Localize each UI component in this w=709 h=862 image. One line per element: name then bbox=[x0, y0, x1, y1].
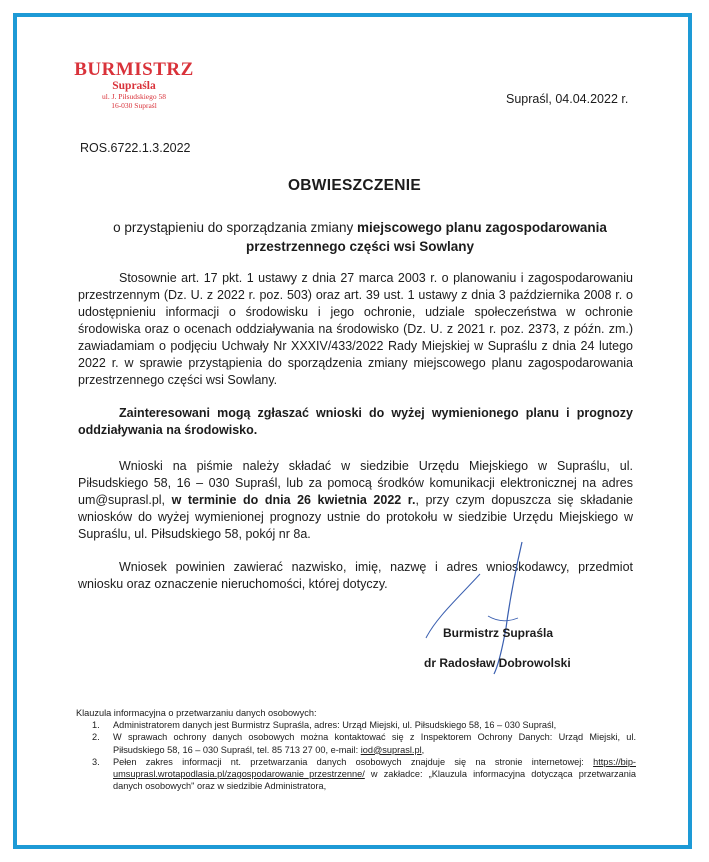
paragraph-legal-basis: Stosownie art. 17 pkt. 1 ustawy z dnia 27 marca 2003 r. o planowaniu i zagospodarowaniu przestrzennym (Dz. U. z 2022 r. poz. 503) oraz art. 39 ust. 1 ustawy z dnia 3 października 2008 r. o udostępnieniu informacji o środowisku i jego ochronie, udziale społeczeństwa w ochronie środowiska oraz o ocenach oddziaływania na środowisko (Dz. U. z 2021 r. poz. 2373, z późn. zm.) zawiadamiam o podjęciu Uchwały Nr XXXIV/433/2022 Rady Miejskiej w Supraślu z dnia 24 lutego 2022 r. w sprawie przystąpienia do sporządzenia zmiany miejscowego planu zagospodarowania przestrzennego części wsi Sowlany. bbox=[78, 271, 633, 387]
bip-url-link[interactable]: https://bip-umsuprasl.wrotapodlasia.pl/zagospodarowanie_przestrzenne/ bbox=[113, 756, 636, 780]
submission-text-a: Wnioski na piśmie należy składać w siedzibie Urzędu Miejskiego w Supraślu, ul. Piłsudskiego 58, 16 – 030 Supraśl, lub za pomocą środków komunikacji elektronicznej na adres um@suprasl.pl, bbox=[78, 459, 633, 507]
stamp-address-line1: ul. J. Piłsudskiego 58 bbox=[102, 92, 166, 101]
privacy-clause bbox=[76, 707, 636, 792]
privacy-clause-list bbox=[76, 719, 636, 792]
item-text: Administratorem danych jest Burmistrz Supraśla, adres: Urząd Miejski, ul. Piłsudskiego 58, 16 – 030 Supraśl, bbox=[113, 720, 557, 731]
stamp-title: BURMISTRZ bbox=[74, 59, 194, 80]
official-stamp bbox=[68, 60, 200, 110]
document-subject bbox=[70, 218, 650, 256]
list-item bbox=[76, 731, 636, 755]
paragraph-invitation: Zainteresowani mogą zgłaszać wnioski do wyżej wymienionego planu i prognozy oddziaływania na środowisko. bbox=[78, 406, 633, 437]
subject-intro: o przystąpieniu do sporządzania zmiany bbox=[113, 220, 358, 235]
document-title: OBWIESZCZENIE bbox=[287, 177, 422, 194]
submission-deadline: w terminie do dnia 26 kwietnia 2022 r. bbox=[171, 493, 416, 507]
item-text-end: , bbox=[421, 744, 425, 755]
iod-email-link[interactable]: iod@suprasl.pl bbox=[360, 744, 422, 755]
list-item bbox=[76, 756, 636, 793]
item-text: Pełen zakres informacji nt. przetwarzania danych osobowych znajduje się na stronie internetowej: bbox=[113, 756, 594, 767]
paragraph-content-requirements: Wniosek powinien zawierać nazwisko, imię, nazwę i adres wnioskodawcy, przedmiot wniosku oraz oznaczenie nieruchomości, której dotyczy. bbox=[78, 560, 633, 591]
item-text: W sprawach ochrony danych osobowych można kontaktować się z Inspektorem Ochrony Danych: Urząd Miejski, ul. Piłsudskiego 58, 16 – 030 Supraśl, tel. 85 713 27 00, e-mail: bbox=[113, 732, 636, 755]
item-text-end: w zakładce: „Klauzula informacyjna dotycząca przetwarzania danych osobowych" oraz w siedzibie Administratora, bbox=[113, 769, 636, 792]
subject-bold: miejscowego planu zagospodarowania przestrzennego części wsi Sowlany bbox=[245, 220, 607, 254]
place-date: Supraśl, 04.04.2022 r. bbox=[506, 92, 629, 106]
item-number: 3. bbox=[92, 756, 100, 767]
signature-name: dr Radosław Dobrowolski bbox=[424, 656, 571, 670]
list-item bbox=[76, 719, 636, 731]
reference-number: ROS.6722.1.3.2022 bbox=[80, 141, 191, 155]
item-number: 1. bbox=[92, 720, 100, 731]
stamp-address-line2: 16-030 Supraśl bbox=[111, 101, 157, 110]
stamp-town: Supraśla bbox=[112, 80, 156, 92]
submission-text-b: , przy czym dopuszcza się składanie wniosków do wyżej wymienionej prognozy ustnie do protokołu w siedzibie Urzędu Miejskiego w Supraślu, ul. Piłsudskiego 58, pokój nr 8a. bbox=[78, 493, 633, 541]
item-number: 2. bbox=[92, 732, 100, 743]
privacy-clause-title: Klauzula informacyjna o przetwarzaniu danych osobowych: bbox=[76, 708, 317, 718]
signature-role: Burmistrz Supraśla bbox=[443, 626, 554, 640]
paragraph-submission bbox=[78, 458, 633, 543]
